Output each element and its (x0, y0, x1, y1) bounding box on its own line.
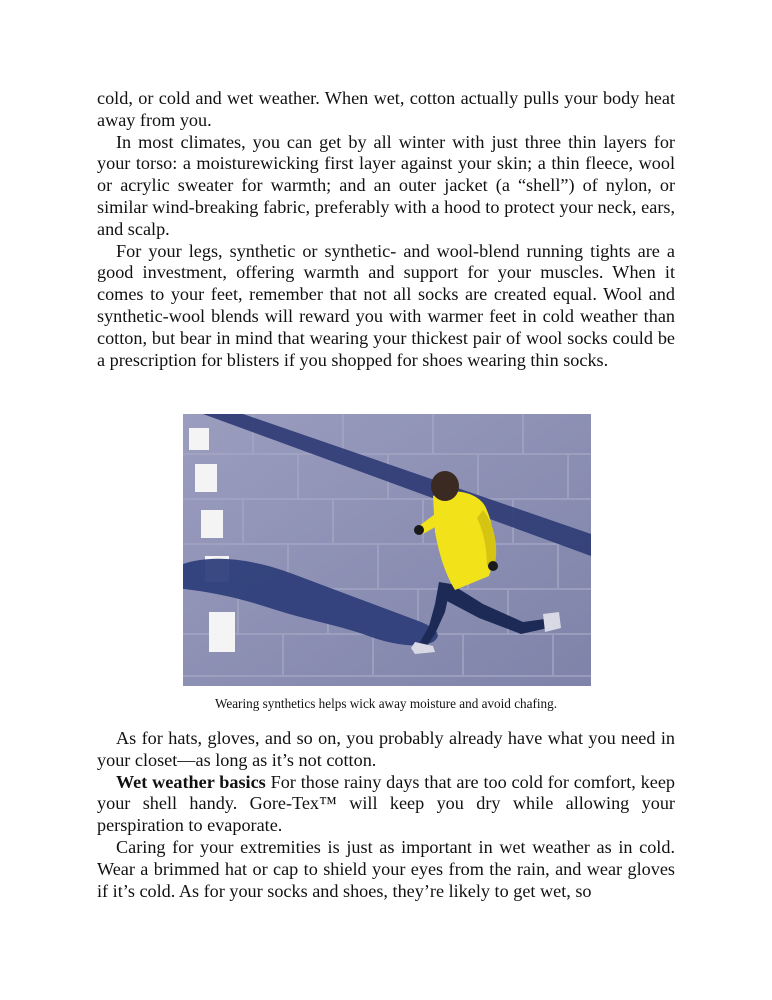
bottom-text-block (97, 728, 675, 902)
paragraph-legs: For your legs, synthetic or synthetic- and wool-blend running tights are a good investment, offering warmth and support for your muscles. When it comes to your feet, remember that not all socks are created equal. Wool and synthetic-wool blends will reward you with warmer feet in cold weather than cotton, but bear in mind that wearing your thickest pair of wool socks could be a prescription for blisters if you shopped for shoes wearing thin socks. (97, 240, 675, 370)
paragraph-layers: In most climates, you can get by all winter with just three thin layers for your torso: a moisturewicking first layer against your skin; a thin fleece, wool or acrylic sweater for warmth; and an outer jacket (a “shell”) of nylon, or similar wind-breaking fabric, preferably with a hood to protect your neck, ears, and scalp. (97, 131, 675, 239)
runner-photo (183, 414, 591, 686)
figure-caption: Wearing synthetics helps wick away moisture and avoid chafing. (214, 696, 558, 711)
top-text-block (97, 88, 675, 371)
paragraph-extremities: Caring for your extremities is just as important in wet weather as in cold. Wear a brimmed hat or cap to shield your eyes from the rain, and wear gloves if it’s cold. As for your socks and shoes, they’re likely to get wet, so (97, 836, 675, 901)
paragraph-hats: As for hats, gloves, and so on, you probably already have what you need in your closet—as long as it’s not cotton. (97, 728, 675, 770)
paragraph-wet-weather (97, 772, 675, 837)
book-page (97, 88, 675, 978)
wet-weather-text: For those rainy days that are too cold for comfort, keep your shell handy. Gore-Tex™ will keep you dry while allowing your perspiration to evaporate. (97, 771, 675, 836)
runner-illustration (183, 414, 591, 686)
wet-weather-heading: Wet weather basics (116, 771, 266, 792)
paragraph-continuation: cold, or cold and wet weather. When wet, cotton actually pulls your body heat away from you. (97, 88, 675, 130)
